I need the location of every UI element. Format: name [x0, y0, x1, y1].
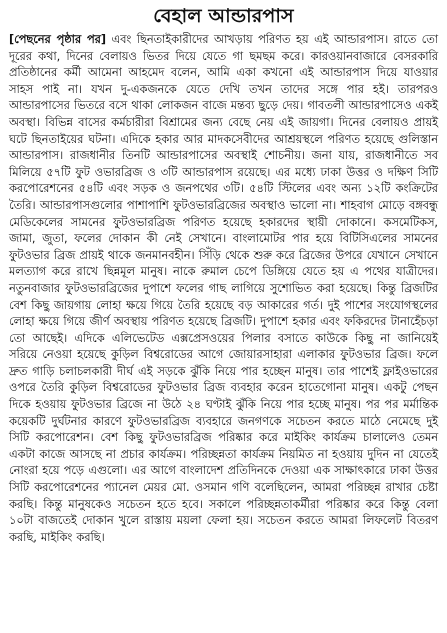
article-text: এবং ছিনতাইকারীদের আখড়ায় পরিণত হয় এই আন্ডারপাস। রাতে তো দূরের কথা, দিনের বেলায়ও ভিতর দিয়ে যেতে গা ছমছম করে। কারওয়ানবাজারে বেসরকারি প্রতিষ্ঠানের কর্মী আমেনা আহমেদ বলেন, আমি একা কখনো এই আন্ডারপাস দিয়ে যাওয়ার সাহস পাই না। যখন দু-একজনকে যেতে দেখি তখন তাদের সঙ্গে পার হই। তারপরও আন্ডারপাসের ভিতরে বসে থাকা লোকজন বাজে মন্তব্য ছুড়ে দেয়। গাবতলী আন্ডারপাসেও একই অবস্থা। বিভিন্ন বাসের কর্মচারীরা বিশ্রামের জন্য বেছে নেয় এই জায়গা। দিনের বেলায়ও প্রায়ই ঘটে ছিনতাইয়ের ঘটনা। এদিকে হকার আর মাদকসেবীদের আশ্রয়স্থলে পরিণত হয়েছে গুলিস্তান আন্ডারপাস। রাজধানীর তিনটি আন্ডারপাসের অবস্থাই শোচনীয়। জনা যায়, রাজধানীতে সব মিলিয়ে ৫৭টি ফুট ওভারব্রিজ ও ৩টি আন্ডারপাস রয়েছে। এর মধ্যে ঢাকা উত্তর ও দক্ষিণ সিটি করপোরেশনের ৫৪টি এবং সড়ক ও জনপথের ৩টি। ৫৪টি স্টিলের এবং অন্য ১২টি কংক্রিটের তৈরি। আন্ডারপাসগুলোর পাশাপাশি ফুটওভারব্রিজের অবস্থাও ভালো না। শাহবাগ মোড়ে বঙ্গবন্ধু মেডিকেলের সামনের ফুটওভারব্রিজ পরিণত হয়েছে হকারদের স্থায়ী দোকানে। কসমেটিকস, জামা, জুতা, ফলের দোকান কী নেই সেখানে। বাংলামোটর পার হয়ে বিটিসিএলের সামনের ফুটওভার ব্রিজ প্রায়ই থাকে জনমানবহীন। সিঁড়ি থেকে শুরু করে ব্রিজের উপরে যেখানে সেখানে মলত্যাগ করে রাখে ছিন্নমূল মানুষ। নাকে রুমাল চেপে ডিঙ্গিয়ে যেতে হয় এ পথের যাত্রীদের। নতুনবাজার ফুটওভারব্রিজের দুপাশে ফলের গাছ লাগিয়ে সুশোভিত করা হয়েছে। কিন্তু ব্রিজটির বেশ কিছু জায়গায় লোহা ক্ষয়ে গিয়ে তৈরি হয়েছে বড় আকারের গর্ত। দুই পাশের সংযোগস্থলের লোহা ক্ষয়ে গিয়ে জীর্ণ অবস্থায় পরিণত হয়েছে ব্রিজটি। দুপাশে হকার এবং ফকিরদের টানাহেঁচড়া তো আছেই। এদিকে এলিভেটেড এক্সপ্রেসওয়ের পিলার বসাতে কাউকে কিছু না জানিয়েই সরিয়ে নেওয়া হয়েছে কুড়িল বিশ্বরোডের আগে জোয়ারসাহারা এলাকার ফুটওভার ব্রিজ। ফলে দ্রুত গাড়ি চলাচলকারী দীর্ঘ এই সড়কে ঝুঁকি নিয়ে পার হচ্ছেন মানুষ। তার পাশেই ফ্লাইওভারের ওপরে তৈরি কুড়িল বিশ্বরোডের ফুটওভার ব্রিজ ব্যবহার করেন হাতেগোনা মানুষ। একটু পেছন দিকে হওয়ায় ফুটওভার ব্রিজে না উঠে ২৪ ঘণ্টাই ঝুঁকি নিয়ে পার হচ্ছে মানুষ। পর পর মর্মান্তিক কয়েকটি দুর্ঘটনার কারণে ফুটওভারব্রিজ ব্যবহারে জনগণকে সচেতন করতে মাঠে নেমেছে দুই সিটি করপোরেশন। বেশ কিছু ফুটওভারব্রিজ পরিষ্কার করে মাইকিং কার্যক্রম চালালেও তেমন একটা কাজে আসছে না প্রচার কার্যক্রম। পরিচ্ছন্নতা কার্যক্রম নিয়মিত না হওয়ায় দুদিন না যেতেই নোংরা হয়ে পড়ে এগুলো। এর আগে বাংলাদেশ প্রতিদিনকে দেওয়া এক সাক্ষাৎকারে ঢাকা উত্তর সিটি করপোরেশনের প্যানেল মেয়র মো. ওসমান গণি বলেছিলেন, আমরা পরিচ্ছন্ন রাখার চেষ্টা করছি। কিন্তু মানুষকেও সচেতন হতে হবে। সকালে পরিচ্ছন্নতাকর্মীরা পরিষ্কার করে কিন্তু বেলা ১০টা বাজতেই দোকান খুলে রাস্তায় ময়লা ফেলা হয়। সচেতন করতে আমরা লিফলেট বিতরণ করছি, মাইকিং করছি।	[9, 33, 438, 544]
headline: বেহাল আন্ডারপাস	[153, 5, 294, 27]
article-body	[9, 32, 438, 546]
continuation-kicker: [পেছনের পৃষ্ঠার পর]	[9, 33, 106, 46]
